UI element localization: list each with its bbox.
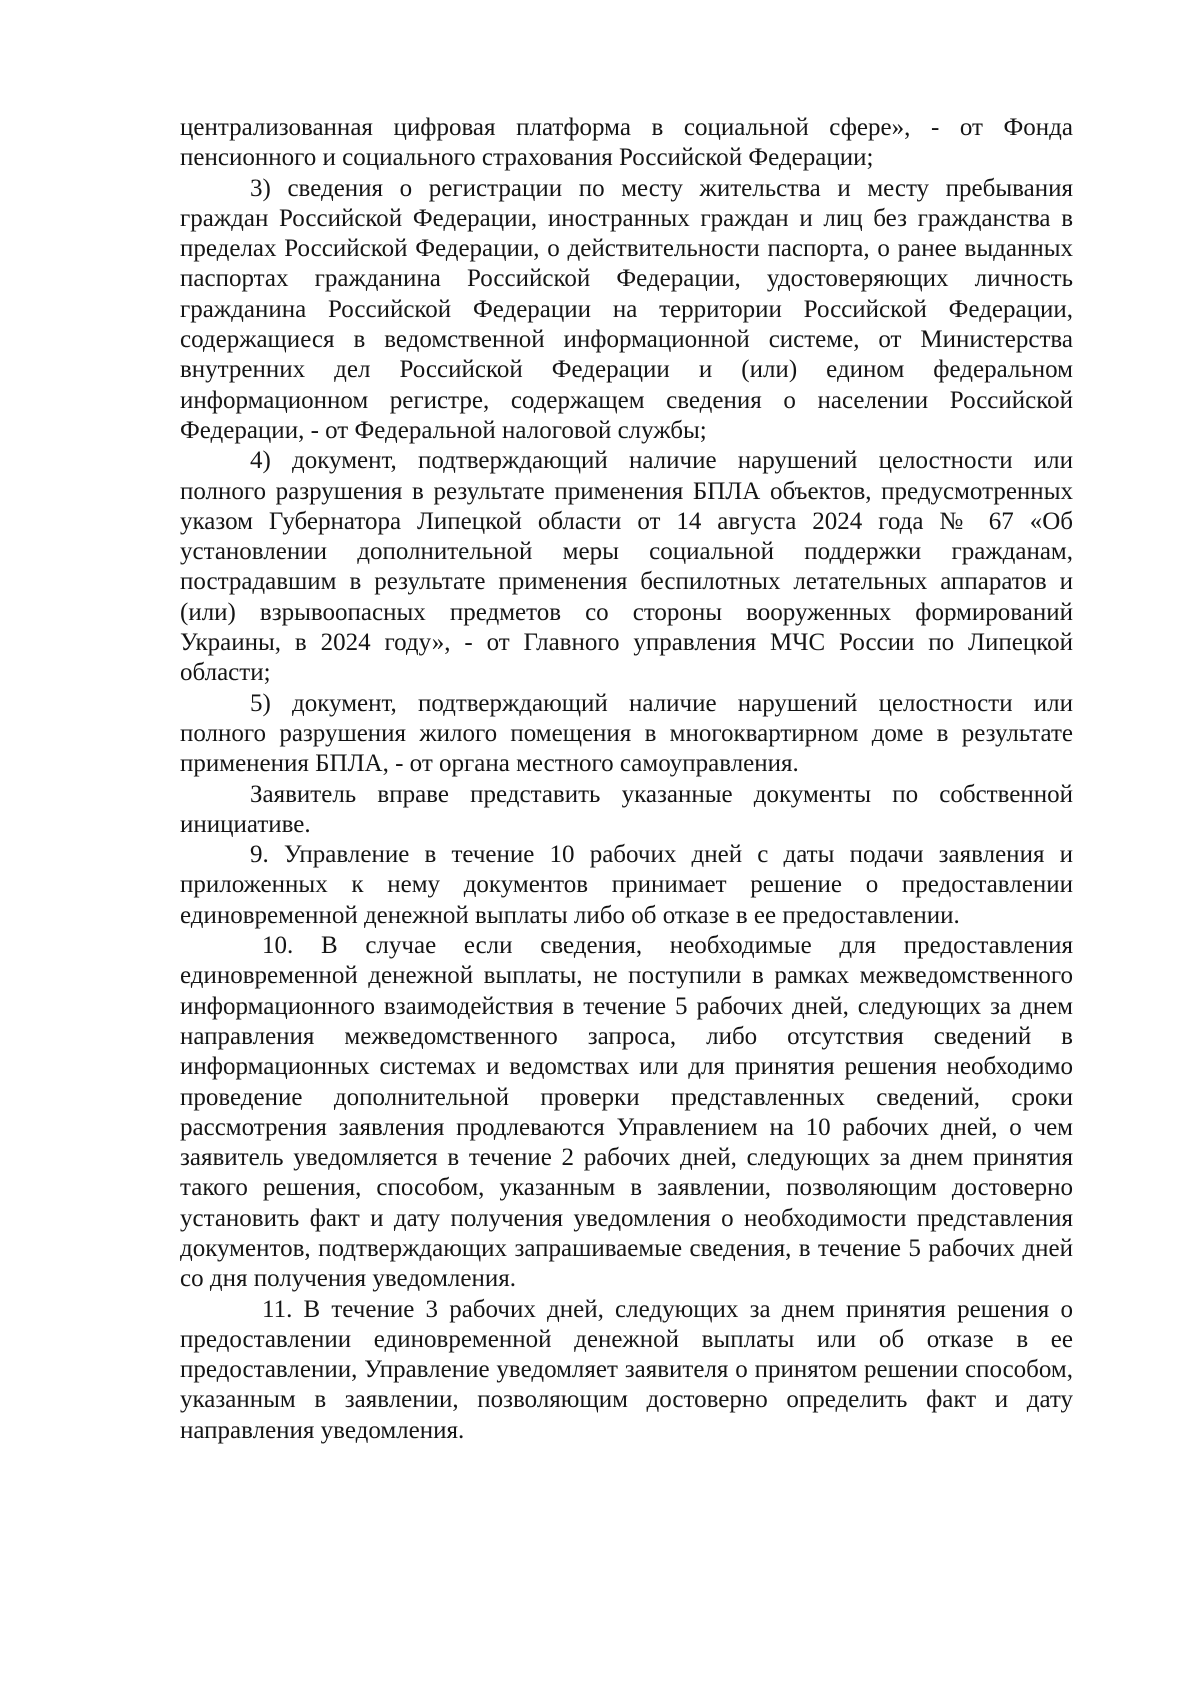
paragraph-clause-10: 10. В случае если сведения, необходимые для предоставления единовременной денежной выплаты, не поступили в рамках межведомственного информационного взаимодействия в течение 5 рабочих дней, следующих за днем направления межведомственного запроса, либо отсутствия сведений в информационных системах и ведомствах или для принятия решения необходимо проведение дополнительной проверки представленных сведений, сроки рассмотрения заявления продлеваются Управлением на 10 рабочих дней, о чем заявитель уведомляется в течение 2 рабочих дней, следующих за днем принятия такого решения, способом, указанным в заявлении, позволяющим достоверно установить факт и дату получения уведомления о необходимости представления документов, подтверждающих запрашиваемые сведения, в течение 5 рабочих дней со дня получения уведомления. [180,932,1073,1293]
paragraph-clause-9: 9. Управление в течение 10 рабочих дней с даты подачи заявления и приложенных к нему документов принимает решение о предоставлении единовременной денежной выплаты либо об отказе в ее предоставлении. [180,841,1073,929]
paragraph-item-3: 3) сведения о регистрации по месту жительства и месту пребывания граждан Российской Федерации, иностранных граждан и лиц без гражданства в пределах Российской Федерации, о действительности паспорта, о ранее выданных паспортах гражданина Российской Федерации, удостоверяющих личность гражданина Российской Федерации на территории Российской Федерации, содержащиеся в ведомственной информационной системе, от Министерства внутренних дел Российской Федерации и (или) едином федеральном информационном регистре, содержащем сведения о населении Российской Федерации, - от Федеральной налоговой службы; [180,174,1073,444]
document-body [180,113,1073,1446]
paragraph-continuation: централизованная цифровая платформа в социальной сфере», - от Фонда пенсионного и социального страхования Российской Федерации; [180,114,1073,172]
paragraph-item-4: 4) документ, подтверждающий наличие нарушений целостности или полного разрушения в результате применения БПЛА объектов, предусмотренных указом Губернатора Липецкой области от 14 августа 2024 года № 67 «Об установлении дополнительной меры социальной поддержки гражданам, пострадавшим в результате применения беспилотных летательных аппаратов и (или) взрывоопасных предметов со стороны вооруженных формирований Украины, в 2024 году», - от Главного управления МЧС России по Липецкой области; [180,447,1073,687]
paragraph-item-5: 5) документ, подтверждающий наличие нарушений целостности или полного разрушения жилого помещения в многоквартирном доме в результате применения БПЛА, - от органа местного самоуправления. [180,689,1073,778]
paragraph-clause-11: 11. В течение 3 рабочих дней, следующих за днем принятия решения о предоставлении единовременной денежной выплаты или об отказе в ее предоставлении, Управление уведомляет заявителя о принятом решении способом, указанным в заявлении, позволяющим достоверно определить факт и дату направления уведомления. [180,1295,1073,1444]
paragraph-applicant-right: Заявитель вправе представить указанные документы по собственной инициативе. [180,780,1073,838]
